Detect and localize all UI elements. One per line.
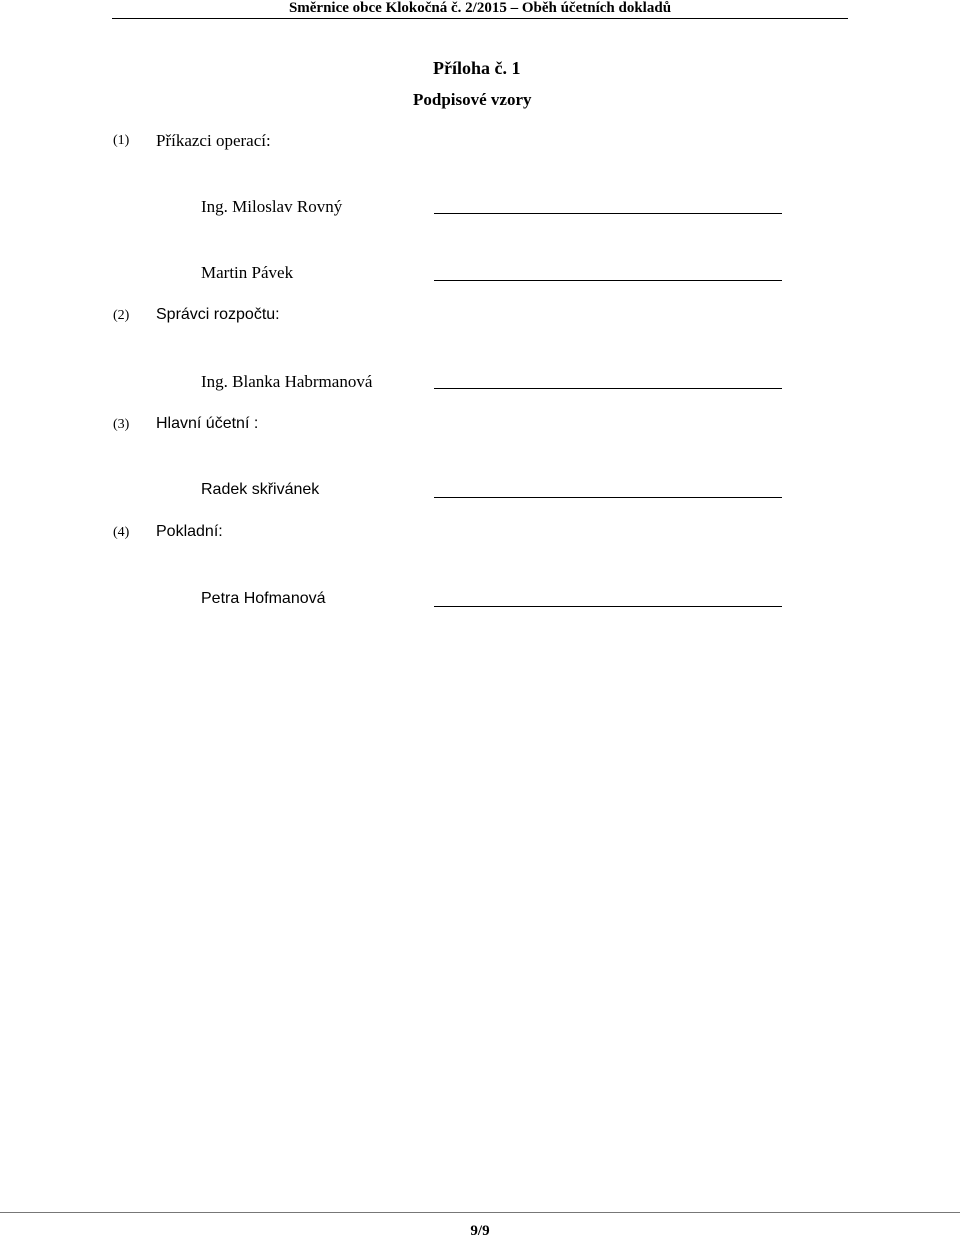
person-name: Radek skřivánek — [201, 481, 320, 498]
signature-line — [434, 606, 782, 607]
section-title: Příkazci operací: — [156, 131, 271, 150]
person-name: Petra Hofmanová — [201, 590, 326, 607]
header-rule — [112, 18, 848, 19]
signature-line — [434, 280, 782, 281]
section-number: (1) — [113, 133, 130, 148]
person-name: Ing. Miloslav Rovný — [201, 197, 343, 216]
annex-subtitle: Podpisové vzory — [413, 90, 532, 109]
annex-title: Příloha č. 1 — [433, 58, 521, 78]
document-title: Směrnice obce Klokočná č. 2/2015 – Oběh účetních dokladů — [288, 0, 672, 16]
page-number: 9/9 — [470, 1223, 490, 1239]
signature-line — [434, 497, 782, 498]
footer-rule — [0, 1212, 960, 1213]
section-number: (3) — [113, 417, 130, 432]
person-name: Ing. Blanka Habrmanová — [201, 372, 373, 391]
section-number: (4) — [113, 525, 130, 540]
section-title: Hlavní účetní : — [156, 415, 259, 432]
section-title: Správci rozpočtu: — [156, 306, 280, 323]
section-title: Pokladní: — [156, 523, 223, 540]
signature-line — [434, 213, 782, 214]
signature-line — [434, 388, 782, 389]
person-name: Martin Pávek — [201, 263, 294, 282]
section-number: (2) — [113, 308, 130, 323]
